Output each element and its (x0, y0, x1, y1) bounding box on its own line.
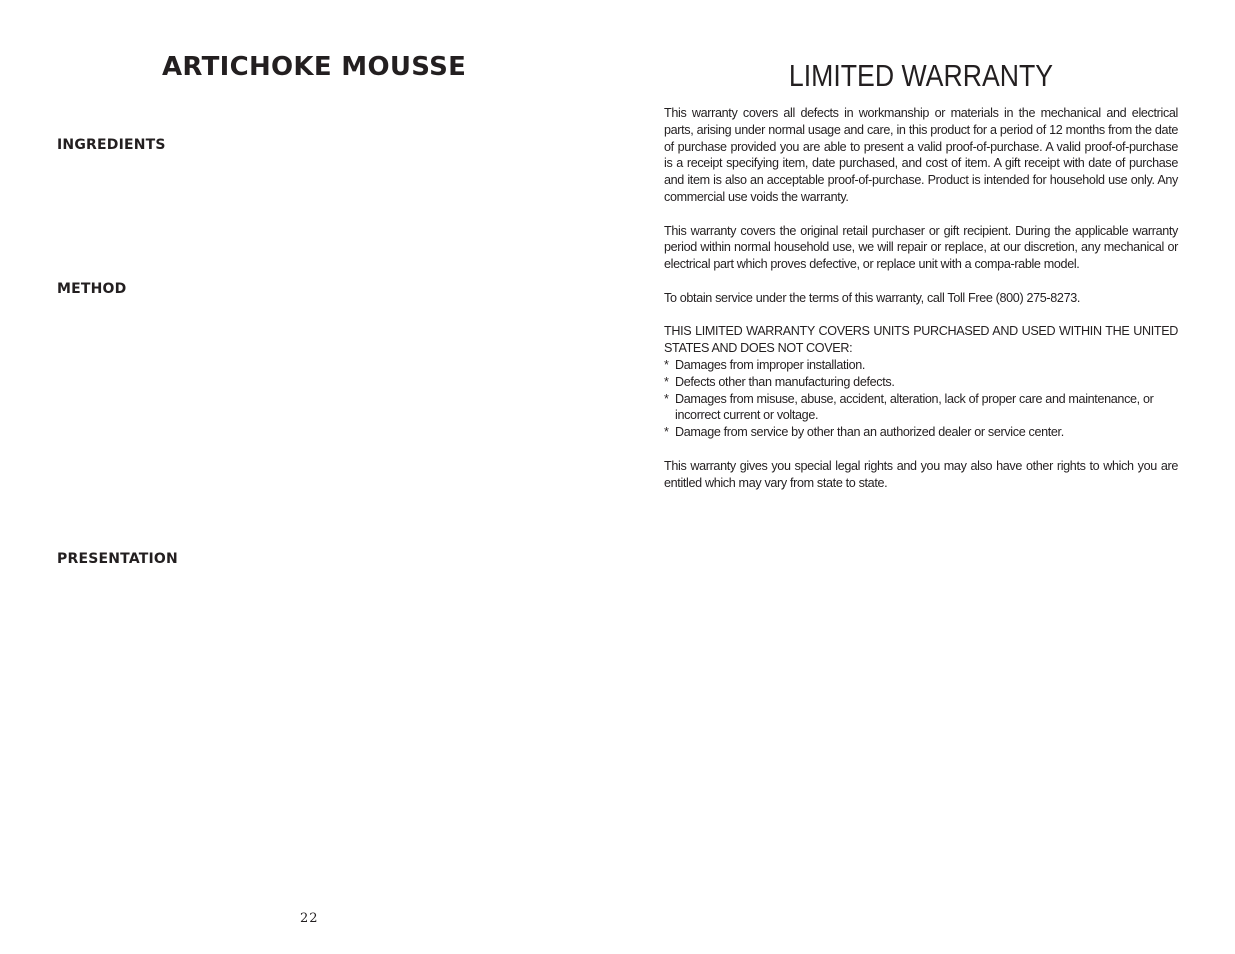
warranty-title: LIMITED WARRANTY (788, 58, 1054, 93)
exclusion-text: Damage from service by other than an authorized dealer or service center. (675, 425, 1064, 440)
exclusion-text: Damages from misuse, abuse, accident, alteration, lack of proper care and maintenance, or incorrect current or voltage. (675, 391, 1154, 423)
bullet-asterisk: * (664, 374, 669, 389)
left-page (0, 0, 617, 954)
bullet-asterisk: * (664, 391, 669, 406)
bullet-asterisk: * (664, 357, 669, 372)
bullet-asterisk: * (664, 425, 669, 440)
warranty-paragraph-repair: This warranty covers the original retail purchaser or gift recipient. During the applicable warranty period within normal household use, we will repair or replace, at our discretion, any mechanical or electrical part which proves defective, or replace unit with a compa-rable model. (664, 223, 1178, 272)
list-item (664, 391, 1178, 425)
warranty-paragraph-coverage: This warranty covers all defects in workmanship or materials in the mechanical and electrical parts, arising under normal usage and care, in this product for a period of 12 months from the date of purchase provided you are able to present a valid proof-of-purchase. A valid proof-of-purchase is a receipt specifying item, date purchased, and cost of item. A gift receipt with date of purchase and item is also an acceptable proof-of-purchase. Product is intended for household use only. Any commercial use voids the warranty. (664, 106, 1178, 204)
recipe-title: ARTICHOKE MOUSSE (162, 52, 467, 82)
list-item (664, 424, 1178, 441)
list-item (664, 357, 1178, 374)
warranty-paragraph-service: To obtain service under the terms of this warranty, call Toll Free (800) 275-8273. (664, 290, 1081, 305)
warranty-paragraph-legal-rights: This warranty gives you special legal rights and you may also have other rights to which you are entitled which may vary from state to state. (664, 458, 1178, 490)
warranty-body (664, 105, 1178, 491)
ingredients-heading: INGREDIENTS (57, 137, 166, 153)
exclusion-text: Damages from improper installation. (675, 357, 866, 372)
right-page (664, 0, 1178, 954)
exclusions-heading: THIS LIMITED WARRANTY COVERS UNITS PURCHASED AND USED WITHIN THE UNITED STATES AND DOES NOT COVER: (664, 324, 1178, 356)
exclusion-text: Defects other than manufacturing defects. (675, 374, 895, 389)
method-heading: METHOD (57, 281, 127, 297)
exclusions-list (664, 357, 1178, 441)
page-number: 22 (300, 911, 319, 926)
presentation-heading: PRESENTATION (57, 551, 178, 567)
list-item (664, 374, 1178, 391)
